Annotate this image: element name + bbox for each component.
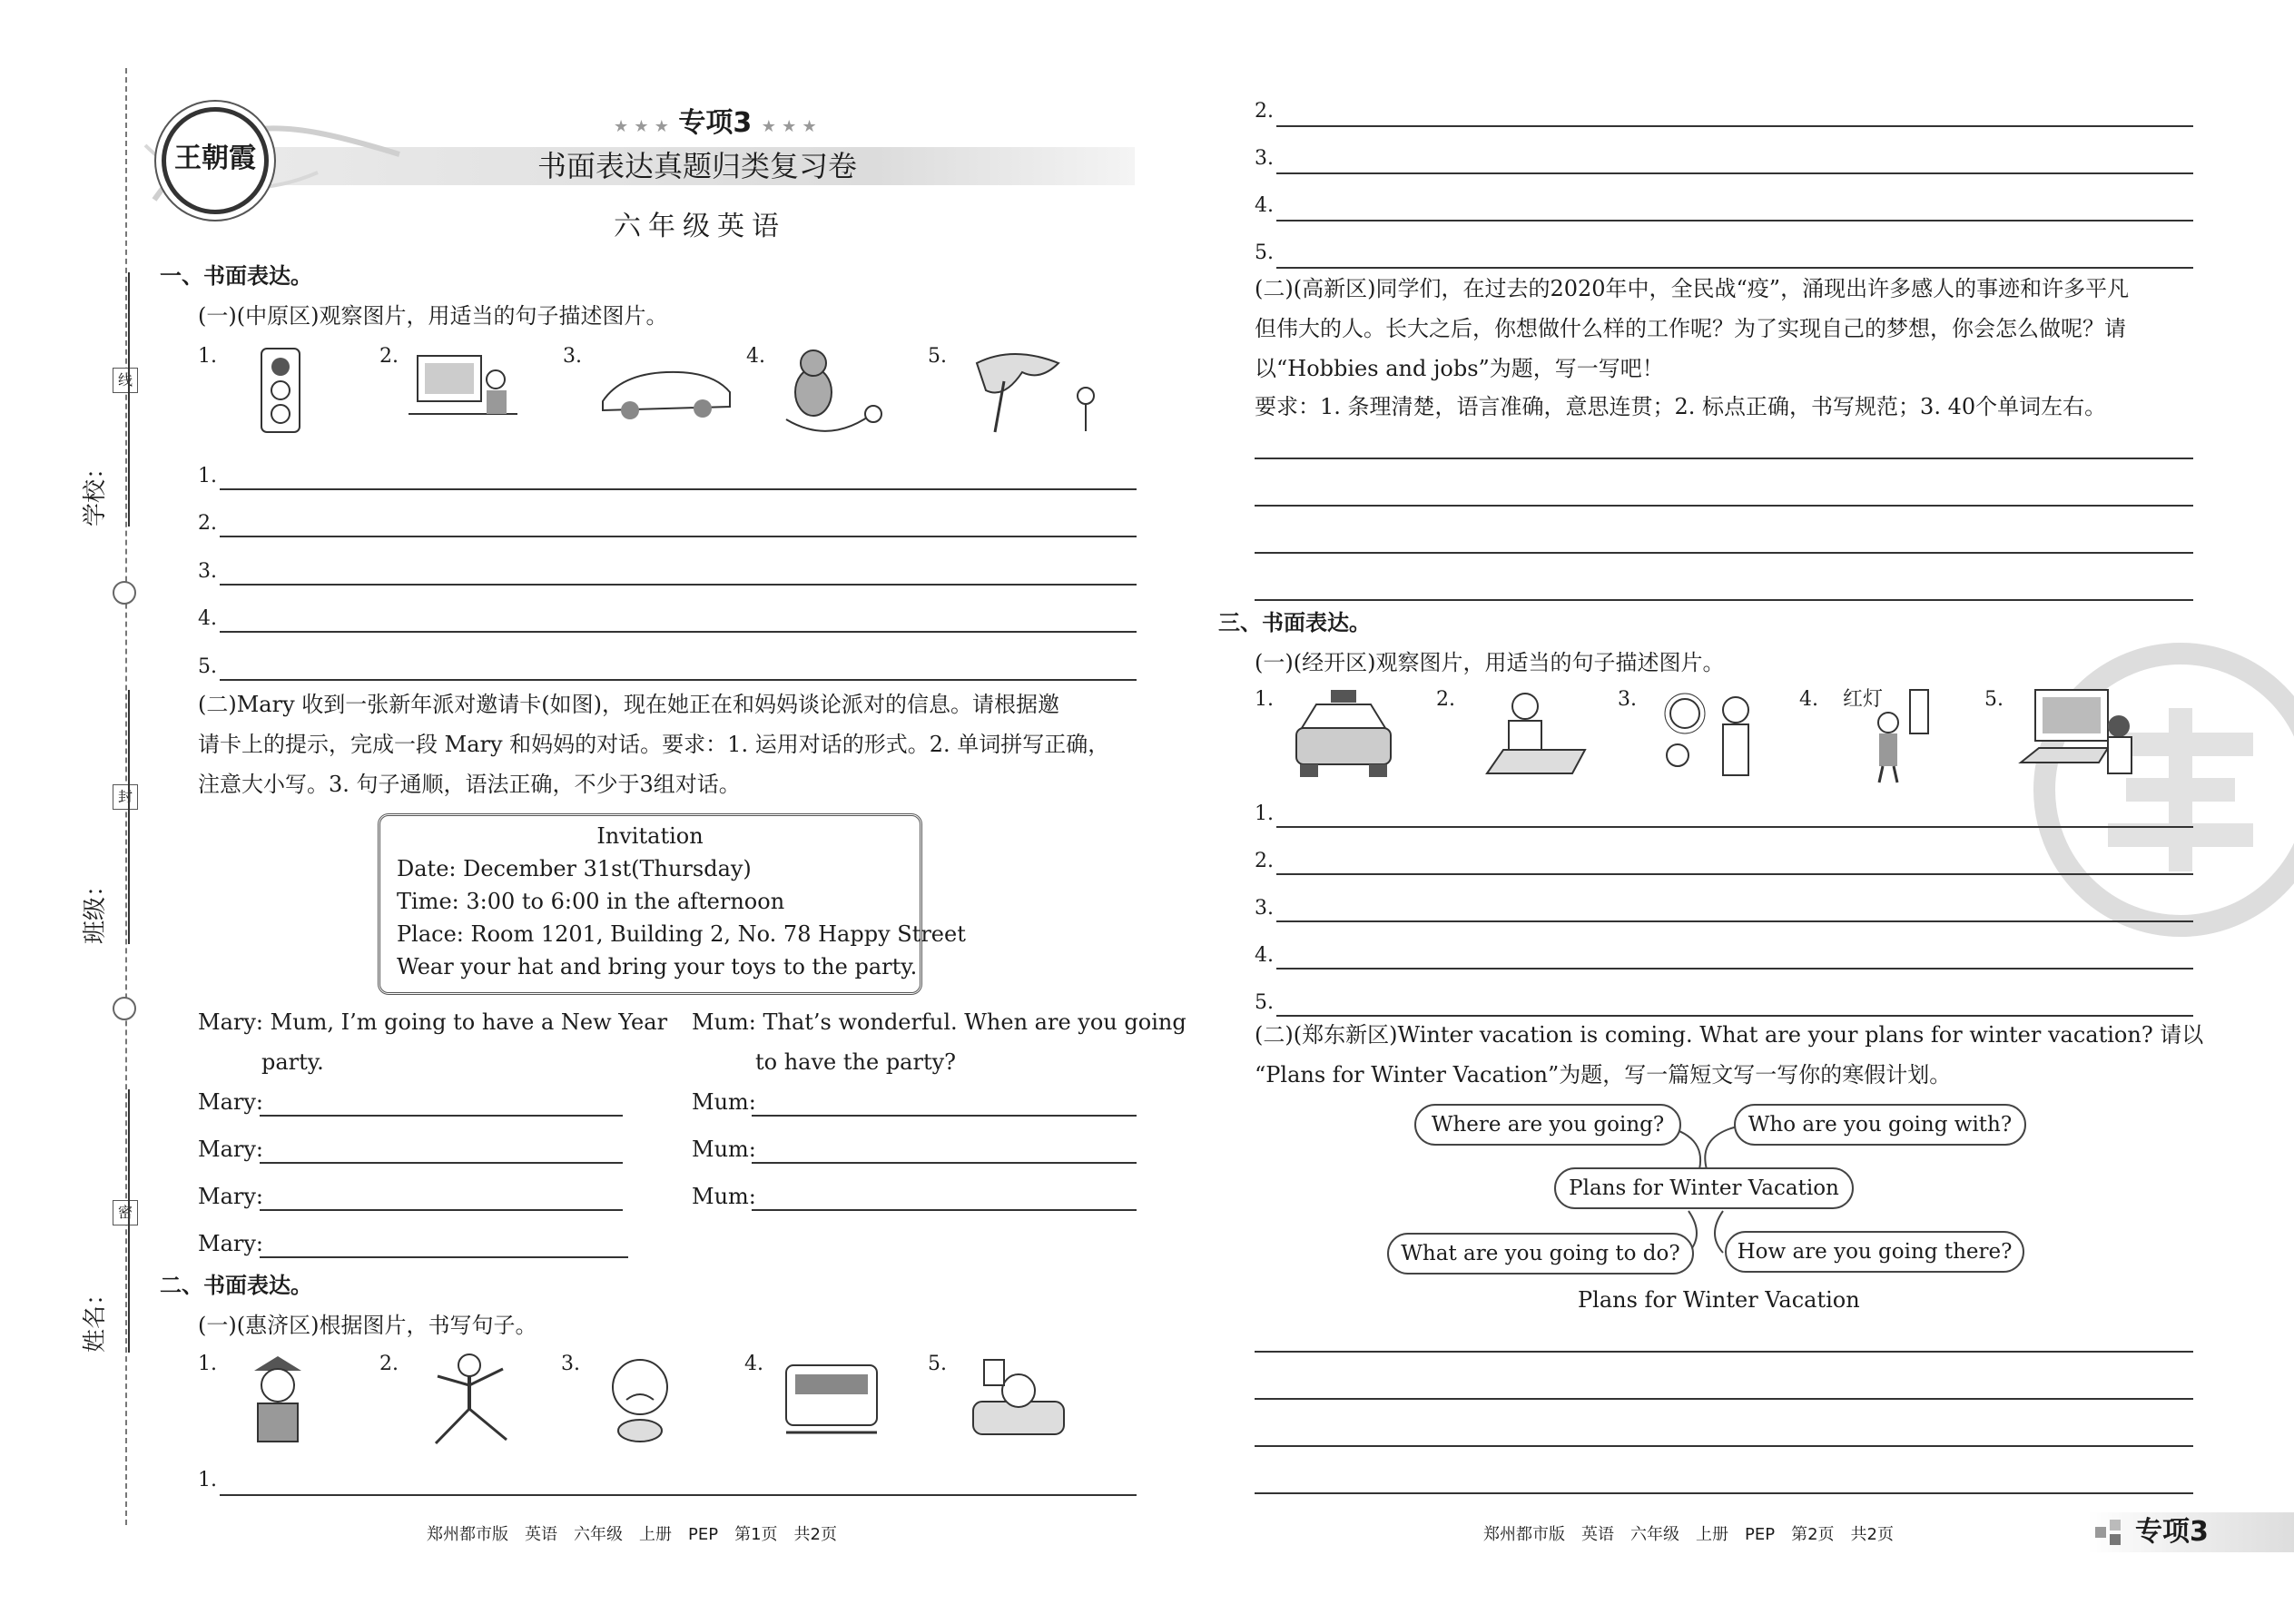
- r-part2-line2: 但伟大的人。长大之后，你想做什么样的工作呢？为了实现自己的梦想，你会怎么做呢？请: [1255, 316, 2126, 341]
- s3-pic-label-1: 1.: [1255, 688, 1274, 711]
- s2-pic-label-5: 5.: [928, 1353, 947, 1375]
- s1-pic-label-1: 1.: [198, 345, 217, 368]
- dialog-mary-label-1: Mary:: [198, 1089, 263, 1115]
- bear-skipping-picture: [777, 347, 895, 438]
- corner-squares: [2095, 1527, 2106, 1538]
- left-footer: 郑州都市版 英语 六年级 上册 PEP 第1页 共2页: [427, 1525, 837, 1544]
- s1-answer-line-5[interactable]: [220, 679, 1137, 681]
- s3-answer-line-3[interactable]: [1276, 920, 2193, 922]
- s1-pic-label-4: 4.: [746, 345, 765, 368]
- page-title: 书面表达真题归类复习卷: [537, 149, 858, 183]
- s3-line-label-4: 4.: [1255, 944, 1274, 967]
- s1-answer-line-3[interactable]: [220, 584, 1137, 586]
- dialog-mary-line1-cont: party.: [261, 1049, 324, 1075]
- s1-line-label-5: 5.: [198, 655, 217, 678]
- s1-part2-prompt-line2: 请卡上的提示，完成一段 Mary 和妈妈的对话。要求：1. 运用对话的形式。2. 单词拼写正确，: [198, 732, 1110, 757]
- r-cont-label-2: 2.: [1255, 100, 1274, 123]
- school-label: 学校：: [82, 455, 109, 527]
- traffic-light-picture: [258, 343, 303, 436]
- sick-in-bed-picture: [966, 1351, 1071, 1442]
- dialog-mum-label-1: Mum:: [692, 1089, 756, 1115]
- s3-line-label-1: 1.: [1255, 802, 1274, 825]
- mindmap-what-bubble: What are you going to do?: [1387, 1233, 1694, 1275]
- s1-answer-line-1[interactable]: [220, 488, 1137, 490]
- name-underline: [110, 1089, 130, 1353]
- watermark-seal: [2017, 626, 2294, 953]
- right-footer: 郑州都市版 英语 六年级 上册 PEP 第2页 共2页: [1483, 1525, 1894, 1544]
- s3-pic-label-5: 5.: [1984, 688, 2004, 711]
- s1-answer-line-2[interactable]: [220, 536, 1137, 537]
- name-field[interactable]: [76, 1026, 113, 1353]
- class-field[interactable]: [76, 617, 113, 944]
- s3-line-label-3: 3.: [1255, 897, 1274, 920]
- section2-part1-prompt: (一)(惠济区)根据图片，书写句子。: [198, 1313, 537, 1338]
- class-label: 班级：: [82, 872, 109, 944]
- binding-mark-mi: 密: [113, 1200, 138, 1225]
- r-cont-label-4: 4.: [1255, 194, 1274, 217]
- dialog-mary-line-4[interactable]: [260, 1256, 628, 1258]
- mindmap-how-bubble: How are you going there?: [1725, 1231, 2024, 1273]
- dialog-mum-line1: Mum: That’s wonderful. When are you going: [692, 1009, 1186, 1035]
- s3-essay-line-1[interactable]: [1255, 1351, 2193, 1353]
- page-subtitle: 六年级英语: [614, 211, 786, 242]
- s2-pic-label-2: 2.: [379, 1353, 399, 1375]
- mindmap-caption: Plans for Winter Vacation: [1578, 1287, 1860, 1313]
- r-essay-line-3[interactable]: [1255, 552, 2193, 554]
- corner-tag: [2088, 1512, 2294, 1552]
- s3-pic-label-4: 4.: [1799, 688, 1818, 711]
- r-cont-line-4[interactable]: [1276, 220, 2193, 221]
- stars-right: ★ ★ ★: [761, 117, 817, 136]
- logo-seal: [162, 107, 269, 214]
- s1-line-label-3: 3.: [198, 560, 217, 583]
- r-cont-line-2[interactable]: [1276, 125, 2193, 127]
- s2-line-label-1: 1.: [198, 1469, 217, 1491]
- series-text: 专项3: [678, 107, 753, 139]
- section1-part1-prompt: (一)(中原区)观察图片，用适当的句子描述图片。: [198, 303, 668, 329]
- r-cont-label-3: 3.: [1255, 147, 1274, 170]
- tree-child-picture: [959, 345, 1104, 439]
- binding-margin: [0, 0, 136, 1624]
- crying-baby-picture: [599, 1353, 681, 1443]
- s3-part2-line1: (二)(郑东新区)Winter vacation is coming. What are your plans for winter vacation? 请以: [1255, 1022, 2204, 1048]
- s3-line-label-2: 2.: [1255, 850, 1274, 872]
- s3-answer-line-2[interactable]: [1276, 873, 2193, 875]
- s3-pic4-red-light-text: 红灯: [1843, 688, 1884, 711]
- r-cont-line-5[interactable]: [1276, 267, 2193, 269]
- s1-part2-prompt-line1: (二)Mary 收到一张新年派对邀请卡(如图)，现在她正在和妈妈谈论派对的信息。请根据邀: [198, 692, 1059, 717]
- s3-answer-line-1[interactable]: [1276, 826, 2193, 828]
- corner-tag-text: 专项3: [2135, 1516, 2209, 1548]
- invitation-card: [378, 813, 966, 995]
- invitation-date: Date: December 31st(Thursday): [397, 856, 752, 881]
- binding-mark-xian: 线: [113, 368, 138, 393]
- invitation-title: Invitation: [596, 823, 704, 849]
- r-essay-line-2[interactable]: [1255, 505, 2193, 507]
- s3-answer-line-5[interactable]: [1276, 1015, 2193, 1017]
- office-worker-picture: [1482, 686, 1590, 781]
- dialog-mary-line-1[interactable]: [260, 1115, 623, 1117]
- police-officer-picture: [241, 1351, 314, 1445]
- dialog-mum-line-1[interactable]: [752, 1115, 1137, 1117]
- binding-knot-1: [113, 581, 136, 605]
- mindmap-who-bubble: Who are you going with?: [1734, 1104, 2026, 1146]
- crossing-road-picture: [1861, 686, 1943, 786]
- stars-left: ★ ★ ★: [614, 117, 669, 136]
- dialog-mary-line-3[interactable]: [260, 1209, 623, 1211]
- section3-title: 三、书面表达。: [1218, 610, 1371, 635]
- s3-part2-line2: “Plans for Winter Vacation”为题，写一篇短文写一写你的寒假计划。: [1255, 1062, 1952, 1088]
- computer-boy-picture: [409, 350, 517, 436]
- dialog-mary-label-2: Mary:: [198, 1137, 263, 1162]
- dialog-mary-line-2[interactable]: [260, 1162, 623, 1164]
- section2-title: 二、书面表达。: [160, 1273, 312, 1298]
- r-part2-requirements: 要求：1. 条理清楚，语言准确，意思连贯；2. 标点正确，书写规范；3. 40个单词左右。: [1255, 394, 2107, 419]
- dialog-mum-label-2: Mum:: [692, 1137, 756, 1162]
- s2-pic-label-4: 4.: [744, 1353, 763, 1375]
- car-crash-picture: [594, 356, 739, 428]
- s1-pic-label-3: 3.: [563, 345, 582, 368]
- r-part2-line3: 以“Hobbies and jobs”为题，写一写吧！: [1255, 356, 1664, 381]
- s3-line-label-5: 5.: [1255, 991, 1274, 1014]
- s1-line-label-1: 1.: [198, 465, 217, 487]
- s1-pic-label-5: 5.: [928, 345, 947, 368]
- dialog-mum-label-3: Mum:: [692, 1184, 756, 1209]
- r-cont-label-5: 5.: [1255, 241, 1274, 264]
- s2-pic-label-3: 3.: [561, 1353, 580, 1375]
- girl-computer-picture: [2017, 684, 2139, 782]
- binding-mark-feng: 封: [113, 784, 138, 810]
- s3-answer-line-4[interactable]: [1276, 968, 2193, 969]
- taxi-picture: [1289, 686, 1398, 781]
- r-part2-line1: (二)(高新区)同学们，在过去的2020年中，全民战“疫”，涌现出许多感人的事迹和许多平凡: [1255, 276, 2130, 301]
- s3-pic-label-3: 3.: [1618, 688, 1637, 711]
- dialog-mary-line1: Mary: Mum, I’m going to have a New Year: [198, 1009, 668, 1035]
- s1-answer-line-4[interactable]: [220, 631, 1137, 633]
- s1-part2-prompt-line3: 注意大小写。3. 句子通顺，语法正确，不少于3组对话。: [198, 772, 741, 797]
- school-underline: [110, 272, 130, 527]
- dialog-mary-label-3: Mary:: [198, 1184, 263, 1209]
- series-label: [614, 107, 817, 140]
- r-essay-line-4[interactable]: [1255, 599, 2193, 601]
- r-cont-line-3[interactable]: [1276, 172, 2193, 174]
- s3-essay-line-4[interactable]: [1255, 1492, 2193, 1494]
- s3-pic-label-2: 2.: [1436, 688, 1455, 711]
- mindmap-center-bubble: Plans for Winter Vacation: [1554, 1167, 1854, 1209]
- logo-text: 王朝霞: [174, 143, 256, 174]
- s2-pic-label-1: 1.: [198, 1353, 217, 1375]
- dialog-mum-line-2[interactable]: [752, 1162, 1137, 1164]
- s1-line-label-4: 4.: [198, 607, 217, 630]
- s3-essay-line-2[interactable]: [1255, 1398, 2193, 1400]
- s3-essay-line-3[interactable]: [1255, 1445, 2193, 1447]
- class-underline: [110, 690, 130, 944]
- s2-answer-line-1[interactable]: [220, 1494, 1137, 1496]
- s1-line-label-2: 2.: [198, 512, 217, 535]
- dialog-mary-label-4: Mary:: [198, 1231, 263, 1256]
- school-field[interactable]: [76, 200, 113, 527]
- dialog-mum-line-3[interactable]: [752, 1209, 1137, 1211]
- r-essay-line-1[interactable]: [1255, 458, 2193, 459]
- invitation-time: Time: 3:00 to 6:00 in the afternoon: [397, 889, 785, 914]
- s1-pic-label-2: 2.: [379, 345, 399, 368]
- exercising-man-picture: [419, 1349, 519, 1449]
- train-picture: [781, 1356, 882, 1438]
- section1-title: 一、书面表达。: [160, 263, 312, 289]
- binding-knot-2: [113, 997, 136, 1020]
- dialog-mum-line1-cont: to have the party?: [755, 1049, 957, 1075]
- invitation-note: Wear your hat and bring your toys to the party.: [397, 954, 918, 979]
- section3-part1-prompt: (一)(经开区)观察图片，用适当的句子描述图片。: [1255, 650, 1725, 675]
- invitation-place: Place: Room 1201, Building 2, No. 78 Happy Street: [397, 921, 966, 947]
- mindmap-where-bubble: Where are you going?: [1414, 1104, 1681, 1146]
- name-label: 姓名：: [82, 1281, 109, 1353]
- teacher-student-picture: [1658, 686, 1767, 781]
